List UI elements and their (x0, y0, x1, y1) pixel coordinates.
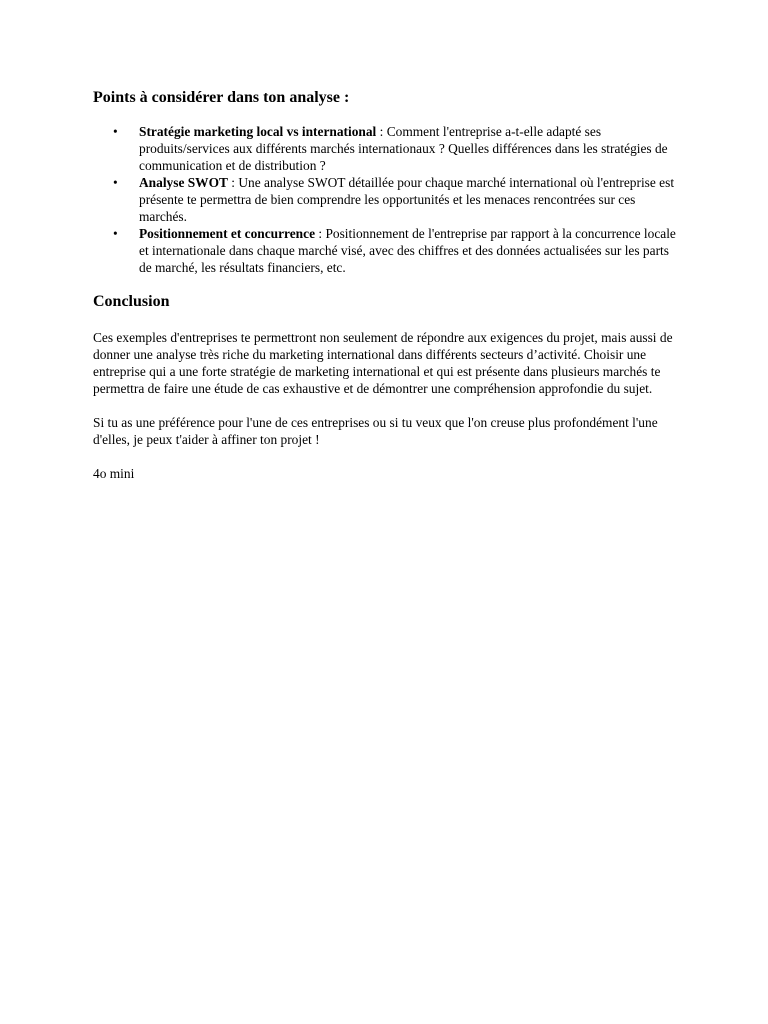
bullet-icon: • (113, 124, 118, 139)
points-list (93, 123, 678, 276)
bullet-icon: • (113, 175, 118, 190)
document-body (93, 88, 678, 482)
offer-paragraph: Si tu as une préférence pour l'une de ces entreprises ou si tu veux que l'on creuse plus profondément l'une d'elles, je peux t'aider à affiner ton projet ! (93, 415, 658, 447)
conclusion-heading: Conclusion (93, 293, 170, 310)
point-title: Stratégie marketing local vs international (139, 124, 377, 139)
bullet-icon: • (113, 226, 118, 241)
list-item (93, 174, 678, 225)
point-title: Analyse SWOT (139, 175, 228, 190)
list-item (93, 123, 678, 174)
model-label: 4o mini (93, 466, 135, 481)
points-heading: Points à considérer dans ton analyse : (93, 89, 350, 106)
point-text: : Comment l'entreprise a-t-elle adapté ses produits/services aux différents marchés internationaux ? Quelles différences dans les stratégies de communication et de distribution ? (139, 124, 668, 173)
point-text: : Positionnement de l'entreprise par rapport à la concurrence locale et internationale dans chaque marché visé, avec des chiffres et des données actualisées sur les parts de marché, les résultats financiers, etc. (139, 226, 676, 275)
point-text: : Une analyse SWOT détaillée pour chaque marché international où l'entreprise est présente te permettra de bien comprendre les opportunités et les menaces rencontrées sur ces marchés. (139, 175, 675, 224)
conclusion-paragraph: Ces exemples d'entreprises te permettront non seulement de répondre aux exigences du projet, mais aussi de donner une analyse très riche du marketing international dans différents secteurs d’activité. Choisir une entreprise qui a une forte stratégie de marketing international et qui est présente dans plusieurs marchés te permettra de faire une étude de cas exhaustive et de démontrer une compréhension approfondie du sujet. (93, 330, 673, 396)
list-item (93, 225, 678, 276)
point-title: Positionnement et concurrence (139, 226, 316, 241)
